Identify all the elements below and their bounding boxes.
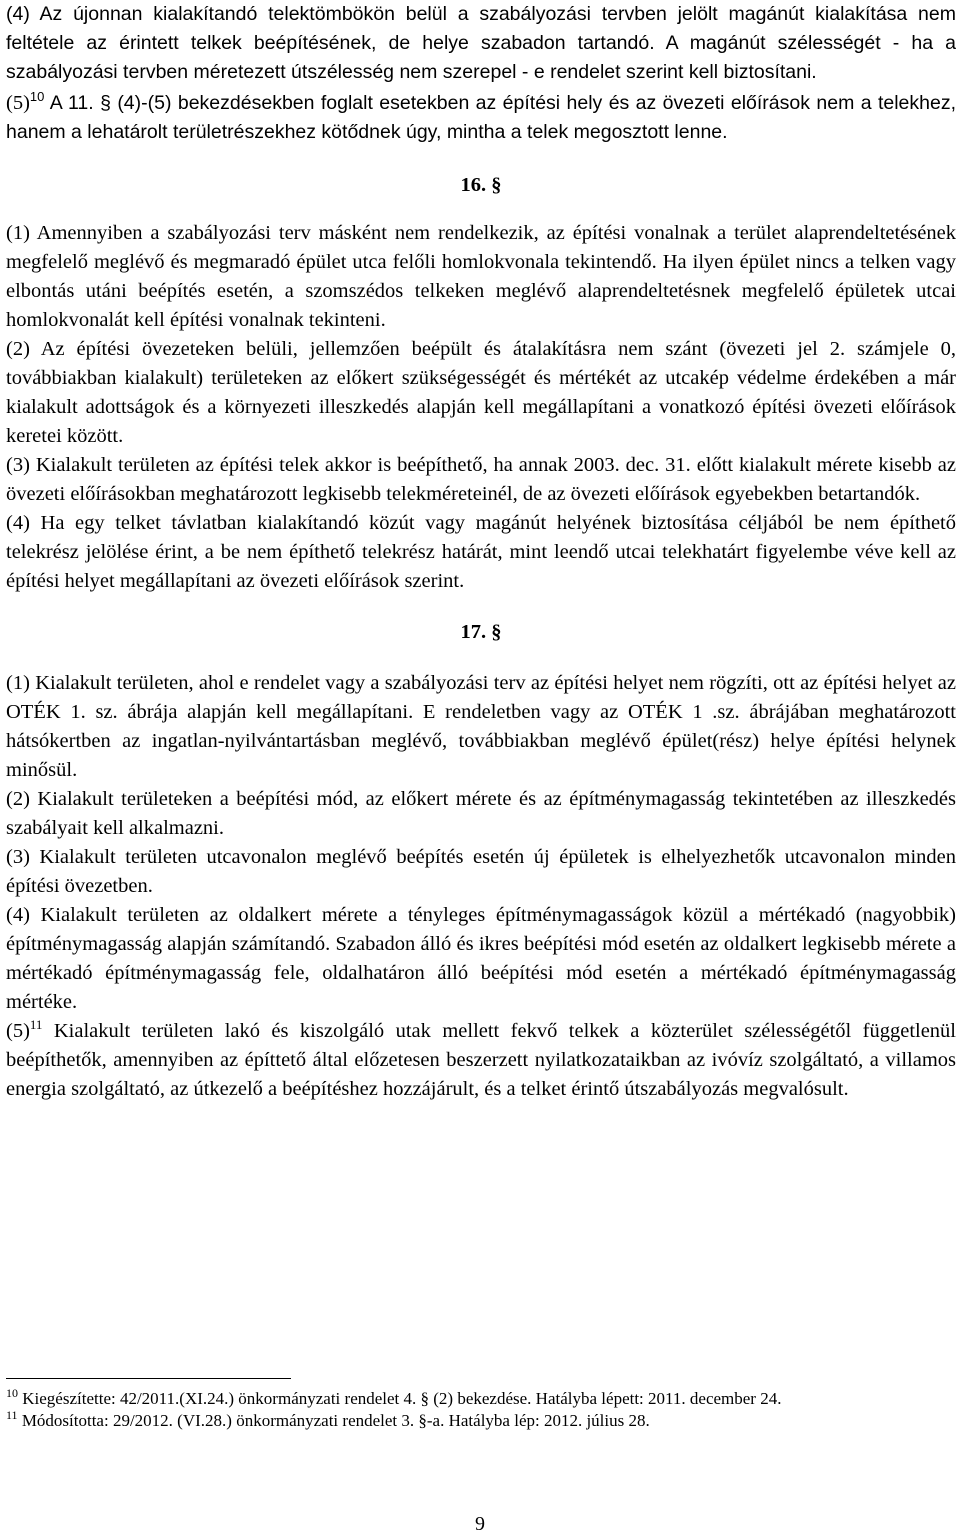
- paragraph-16-4: (4) Ha egy telket távlatban kialakítandó közút vagy magánút helyének biztosítása céljából be nem építhető telekrész jelölése érint, a be nem építhető telekrész határát, mint leendő utcai telekhatárt figyelembe véve kell az építési helyet megállapítani az övezeti előírások szerint.: [6, 512, 956, 592]
- paragraph-16-2: (2) Az építési övezeteken belüli, jellemzően beépült és átalakításra nem szánt (övezeti jel 2. számjele 0, továbbiakban kialakult) területeken az előkert szükségességét és mértékét az utcakép védelme érdekében a már kialakult adottságok és a környezeti illeszkedés alapján kell megállapítani a vonatkozó építési övezeti előírások keretei között.: [6, 338, 956, 447]
- document-page: [6, 0, 956, 1104]
- footnote-divider: [6, 1378, 291, 1379]
- section-heading-17: 17. §: [460, 621, 502, 643]
- page-number: 9: [475, 1513, 485, 1535]
- paragraph-intro-5: [6, 89, 956, 147]
- paragraph-17-1: (1) Kialakult területen, ahol e rendelet vagy a szabályozási terv az építési helyet nem rögzíti, ott az építési helyet az OTÉK 1. sz. ábrája alapján kell megállapítani. E rendeletben vagy az OTÉK 1 .sz. ábrájában meghatározott hátsókertben az ingatlan-nyilvántartásban meglévő, továbbiakban meglévő épület(rész) helye építési helynek minősül.: [6, 672, 956, 781]
- paragraph-number: (5): [6, 1020, 30, 1042]
- footnote-number: 11: [6, 1408, 18, 1422]
- paragraph-number: (5): [6, 92, 30, 114]
- paragraph-17-2: (2) Kialakult területeken a beépítési mód, az előkert mérete és az építménymagasság tekintetében az illeszkedés szabályait kell alkalmazni.: [6, 788, 956, 839]
- footnote-ref-10[interactable]: 10: [29, 89, 45, 104]
- footnote-11: [6, 1410, 956, 1432]
- paragraph-text: Kialakult területen lakó és kiszolgáló utak mellett fekvő telkek a közterület szélességétől függetlenül beépíthetők, amennyiben az építtető által előzetesen beszerzett nyilatkozataikban az ivóvíz szolgáltató, a villamos energia szolgáltató, az útkezelő a beépítéshez hozzájárult, és a telket érintő útszabályozás megvalósult.: [6, 1020, 956, 1100]
- paragraph-17-4: (4) Kialakult területen az oldalkert mérete a tényleges építménymagasságok közül a mértékadó (nagyobbik) építménymagasság alapján számítandó. Szabadon álló és ikres beépítési mód esetén az oldalkert legkisebb mérete a mértékadó építménymagasság fele, oldalhatáron álló beépítési mód esetén a mértékadó építménymagasság mértéke.: [6, 904, 956, 1013]
- paragraph-17-5: [6, 1017, 956, 1104]
- footnote-text: Kiegészítette: 42/2011.(XI.24.) önkormányzati rendelet 4. § (2) bekezdése. Hatályba lépett: 2011. december 24.: [18, 1389, 782, 1408]
- footnotes: [6, 1388, 956, 1432]
- paragraph-intro-4: (4) Az újonnan kialakítandó telektömbökön belül a szabályozási tervben jelölt magánút kialakítása nem feltétele az érintett telkek beépítésének, de helye szabadon tartandó. A magánút szélességét - ha a szabályozási tervben méretezett útszélesség nem szerepel - e rendelet szerint kell biztosítani.: [6, 3, 956, 83]
- section-heading-16: 16. §: [460, 174, 502, 196]
- paragraph-text: A 11. § (4)-(5) bekezdésekben foglalt esetekben az építési hely és az övezeti előírások nem a telekhez, hanem a lehatárolt területrészekhez kötődnek úgy, mintha a telek megosztott lenne.: [6, 92, 956, 143]
- footnote-10: [6, 1388, 956, 1410]
- paragraph-16-3: (3) Kialakult területen az építési telek akkor is beépíthető, ha annak 2003. dec. 31. előtt kialakult mérete kisebb az övezeti előírásokban meghatározott legkisebb telekméreteinél, de az övezeti előírások egyebekben betartandók.: [6, 454, 956, 505]
- paragraph-16-1: (1) Amennyiben a szabályozási terv másként nem rendelkezik, az építési vonalnak a terület alaprendeltetésének megfelelő meglévő és megmaradó épület utca felőli homlokvonala tekintendő. Ha ilyen épület nincs a telken vagy elbontás utáni beépítés esetén, a szomszédos telkeken meglévő alaprendeltetésnek megfelelő épületek utcai homlokvonalát kell építési vonalnak tekinteni.: [6, 222, 956, 331]
- footnote-number: 10: [6, 1386, 18, 1400]
- footnote-ref-11[interactable]: 11: [29, 1017, 43, 1032]
- footnote-text: Módosította: 29/2012. (VI.28.) önkormányzati rendelet 3. §-a. Hatályba lép: 2012. július 28.: [17, 1411, 650, 1430]
- paragraph-17-3: (3) Kialakult területen utcavonalon meglévő beépítés esetén új épületek is elhelyezhetők utcavonalon minden építési övezetben.: [6, 846, 956, 897]
